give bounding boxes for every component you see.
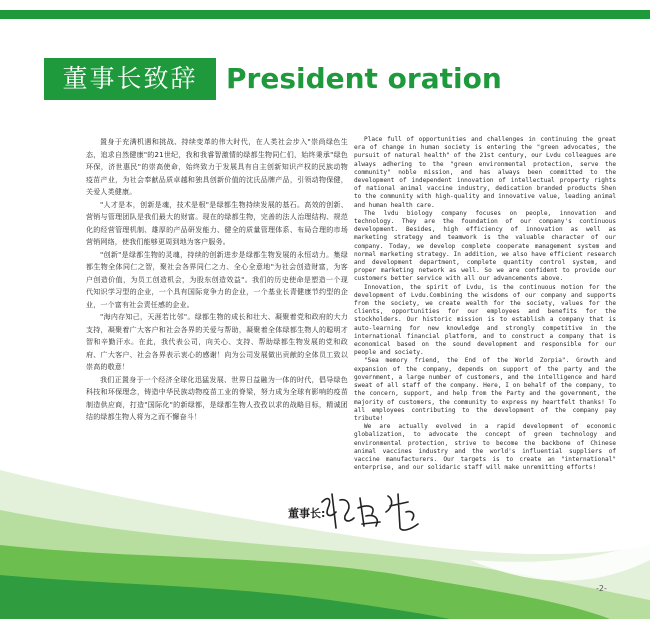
- paragraph-cn-1: 置身于充满机遇和挑战、持续变革的伟大时代，在人类社会步入"崇尚绿色生态，追求自然健康"的21世纪，我和我睿智激情的绿都生物同仁们，始终秉承"绿色环保，济世惠民"的崇高使命，始终致力于发展具有自主创新知识产权的民族动物疫苗产业，为社会奉献品质卓越和独具创新价值的沈氏品牌产品，引领动物保健，关爱人类健康。: [86, 138, 348, 196]
- page-title-en: President oration: [226, 62, 502, 95]
- paragraph-en-2: The lvdu biology company focuses on people, innovation and technology. They are the foundation of our company's continuous development. Besides, high efficiency of innovation as well as marketing strategy and teamwork is the valuable character of our company. Today, we develop complete cooperate management system and normal marketing strategy. In addition, we also have efficient research and development department, complete quantity control system, and proper marketing network as well. So we are confident to provide our customers better service with all our advancements above.: [354, 209, 616, 283]
- body-column-chinese: [86, 136, 348, 421]
- paragraph-en-4: "Sea memory friend, the End of the World Zorpia". Growth and expansion of the company, depends on support of the party and the government, a large number of customers, and the intelligence and hard sweat of all staff of the company. Here, I on behalf of the company, to the concern, support, and help from the Party and the government, the majority of customers, the community to express my heartfelt thanks! To all employees contributing to the development of the company pay tribute!: [354, 357, 616, 422]
- page-title-cn: 董事长致辞: [44, 58, 216, 100]
- paragraph-cn-3: "创新"是绿都生物的灵魂，持续的创新进步是绿都生物发展的永恒动力。集绿都生物全体同仁之智，聚社会各界同仁之力、全心全意地"为社会创造财富，为客户创造价值，为员工创造机会，为股东创造效益"。我们的历史使命是塑造一个现代知识学习型的企业，一个具有国际竞争力的企业，一个基业长青健康节约型的企业，一个富有社会责任感的企业。: [86, 250, 348, 309]
- handwritten-signature: [318, 488, 428, 536]
- paragraph-en-1: Place full of opportunities and challenges in continuing the great era of change in human society is entering the "green advocates, the pursuit of natural health" of the 21st century, our Lvdu colleagues are always adhering to the "green environmental protection, serve the community" noble mission, and has always been committed to the development of independent innovation of intellectual property rights of national animal vaccine industry, dedication branded products Shen to the community with high-quality and innovative value, leading animal and human health care.: [354, 136, 616, 209]
- paragraph-cn-4: "海内存知己，天涯若比邻"。绿都生物的成长和壮大、凝聚着党和政府的大力支持，凝聚着广大客户和社会各界的关爱与帮助，凝聚着全体绿都生物人的聪明才智和辛勤汗水。在此，我代表公司，向关心、支持、帮助绿都生物发展的党和政府、广大客户、社会各界表示衷心的感谢！向为公司发展做出贡献的全体员工致以崇高的敬意！: [86, 313, 348, 371]
- body-column-english: [354, 136, 616, 472]
- paragraph-en-5: We are actually evolved in a rapid development of economic globalization, to advocate the concept of green technology and environmental protection, strive to become the backbone of Chinese animal vaccines industry and the world's influential suppliers of vaccine manufacturers. Our targets is to create an "international" enterprise, and our solidaric staff will make unremitting efforts!: [354, 423, 616, 472]
- paragraph-en-3: Innovation, the spirit of Lvdu, is the continuous motion for the development of Lvdu.Combining the wisdoms of our company and supports from the society, we create wealth for the society, values for the clients, opportunities for our employees and benefits for the stockholders. Our historic mission is to establish a company that is auto-learning for new knowledge and strongly competitive in the international financial platform, and to construct a company that is economical based on the sound development and responsible for our people and society.: [354, 283, 616, 357]
- paragraph-cn-2: "人才是本，创新是魂，技术是根"是绿都生物持续发展的基石。高效的创新、营销与管理团队是我们最大的财富。现在的绿都生物，完善的法人治理结构、规范化的经营管理机制、雄厚的产品研发能力、健全的质量管理体系、布局合理的市场营销网络，使我们能够更周到地为客户服务。: [86, 200, 348, 246]
- page-number: -2-: [596, 584, 607, 593]
- signature-label: 董事长:: [288, 507, 326, 520]
- paragraph-cn-5: 我们正置身于一个经济全球化迅猛发展、世界日益融为一体的时代，倡导绿色科技和环保理念，铸造中华民族动物疫苗工业的脊梁，努力成为全球有影响的疫苗制造供应商，打造"国际化"的新绿都，是绿都生物人孜孜以求的战略目标，精诚团结的绿都生物人将为之而不懈奋斗！: [86, 375, 348, 421]
- page-header: [0, 58, 650, 100]
